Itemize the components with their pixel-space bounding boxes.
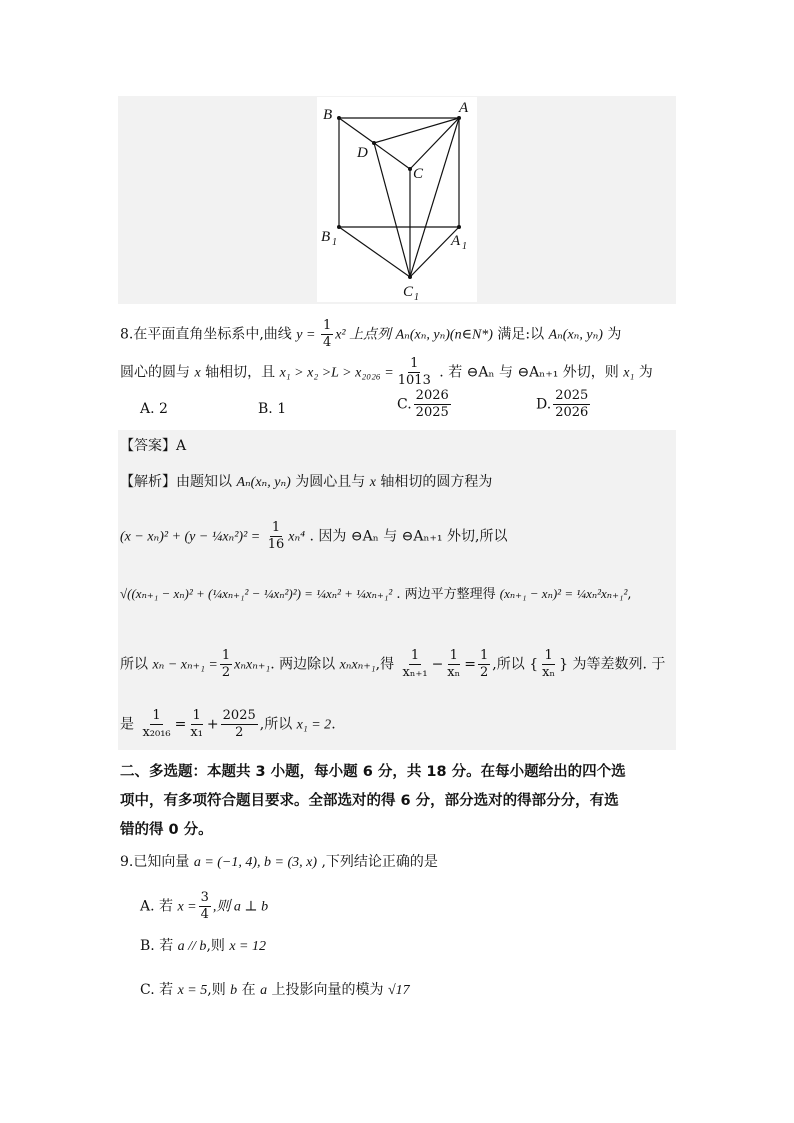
q9-option-c: C. 若 x = 5,则 b 在 a 上投影向量的模为 √17 [140,982,410,998]
analysis-eq2: √((xₙ₊₁ − xₙ)² + (¼xₙ₊₁² − ¼xₙ²)²) = ¼xₙ² + ¼xₙ₊₁² . 两边平方整理得 (xₙ₊₁ − xₙ)² = ¼xₙ²xₙ₊₁², [120,586,632,602]
q8-option-a: A. 2 [140,401,168,417]
label-C: C [413,166,424,182]
q8-option-d: D. $\frac{2025}{2026}$ [536,388,589,420]
label-B: B [323,107,333,123]
section2-line1: 二、多选题：本题共 3 小题，每小题 6 分，共 18 分。在每小题给出的四个选 [120,764,626,780]
section2-line2: 项中，有多项符合题目要求。全部选对的得 6 分，部分选对的得部分分，有选 [120,793,619,809]
label-A1-sub: 1 [462,241,467,252]
label-A: A [459,100,469,116]
q8-option-b: B. 1 [258,401,287,417]
section2-line3: 错的得 0 分。 [120,822,213,838]
label-B1: B [321,229,331,245]
q8-line1: 8.在平面直角坐标系中,曲线 y = $\frac{1}{4}$ x² 上点列 Aₙ(xₙ, yₙ)(n∈N*) 满足:以 Aₙ(xₙ, yₙ) 为 [120,318,622,350]
edge-AC1 [410,118,459,277]
label-C1: C [403,284,414,300]
label-D: D [357,145,368,161]
q8-option-c: C. $\frac{2026}{2025}$ [397,388,449,420]
analysis-eq1: (x − xₙ)² + (y − ¼xₙ²)² = $\frac{1}{16}$ xₙ⁴ . 因为 ⊖Aₙ 与 ⊖Aₙ₊₁ 外切,所以 [120,520,508,552]
q9-stem: 9.已知向量 a = (−1, 4), b = (3, x) ,下列结论正确的是 [120,854,438,870]
answer-line: 【答案】A [120,438,187,454]
q8-line2: 圆心的圆与 x 轴相切，且 x₁ > x₂ >L > x₂₀₂₆ = $\frac{1}{1013}$ . 若 ⊖Aₙ 与 ⊖Aₙ₊₁ 外切，则 x₁ 为 [120,356,653,388]
analysis-eq3: 所以 xₙ − xₙ₊₁ = $\frac{1}{2}$ xₙxₙ₊₁. 两边除以 xₙxₙ₊₁,得 $\frac{1}{\text{xₙ₊₁}}$ − $\frac{1}{\text{xₙ}}$ = $\frac{1}{2}$ ,所以 { $\frac{1}{\text{xₙ}}$ } 为等差数列. 于 [120,648,666,680]
q9-option-b: B. 若 a // b,则 x = 12 [140,938,267,954]
label-A1: A [451,233,461,249]
prism-figure [317,97,477,302]
edge-DC1 [374,143,410,277]
label-B1-sub: 1 [332,237,337,248]
label-C1-sub: 1 [414,292,419,302]
q9-option-a: A. 若 x = $\frac{3}{4}$ ,则 a ⊥ b [140,890,269,922]
analysis-line1: 【解析】由题知以 Aₙ(xₙ, yₙ) 为圆心且与 x 轴相切的圆方程为 [120,474,493,490]
edge-B1C1 [339,227,410,277]
edge-BD [339,118,374,143]
analysis-eq4: 是 $\frac{1}{\text{x₂₀₁₆}}$ = $\frac{1}{\text{x₁}}$ + $\frac{2025}{2}$ ,所以 x₁ = 2. [120,708,336,740]
